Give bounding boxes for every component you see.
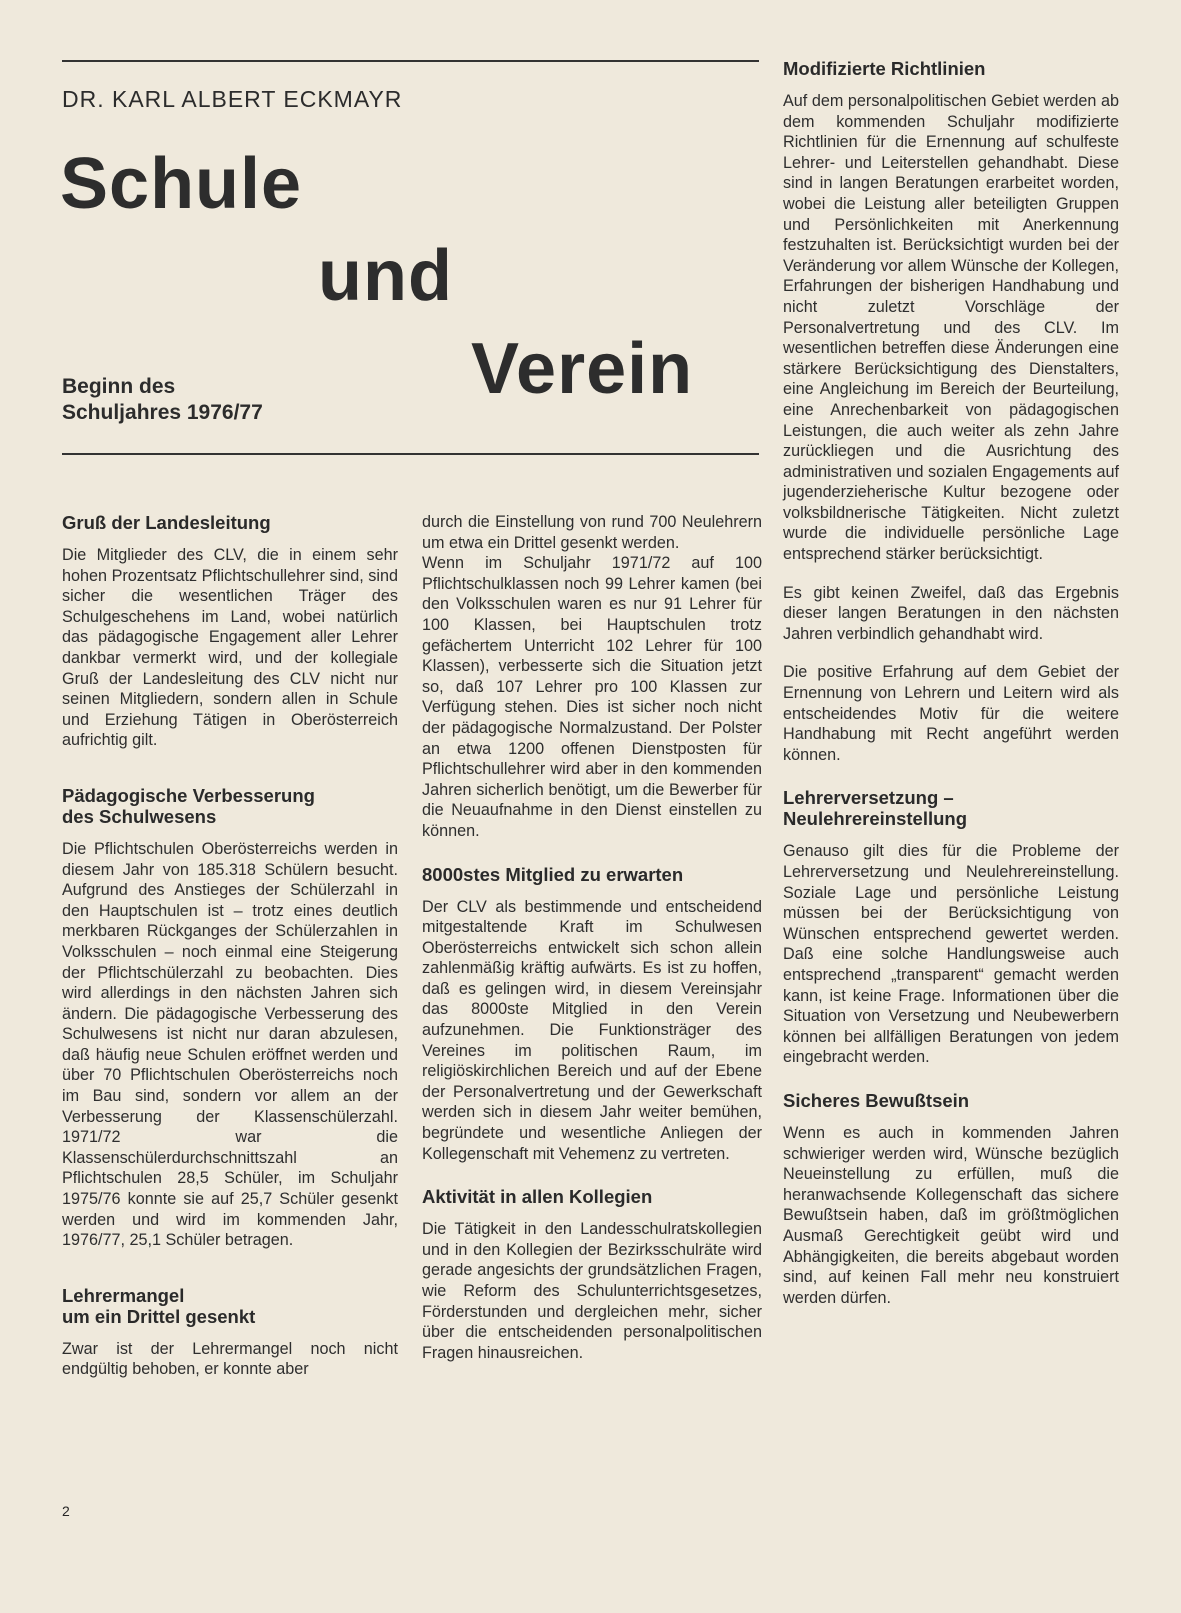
paragraph-lehrermangel-cont: durch die Einstellung von rund 700 Neulehrern um etwa ein Drittel gesenkt werden. — [422, 513, 762, 552]
top-rule — [62, 60, 759, 62]
paragraph-lehrermangel-2: Wenn im Schuljahr 1971/72 auf 100 Pflichtschulklassen noch 99 Lehrer kamen (bei den Volksschulen waren es nur 91 Lehrer für 100 Klassen, bei Hauptschulen trotz gefächertem Unterricht 102 Lehrer für 100 Klassen), verbesserte sich die Situation jetzt so, daß 107 Lehrer pro 100 Klassen zur Verfügung stehen. Dies ist sicher noch nicht der pädagogische Normalzustand. Der Polster an etwa 1200 offenen Dienstposten für Pflichtschullehrer wird aber in den kommenden Jahren sicherlich benötigt, um die Bewerber für die Neuaufnahme in den Dienst einstellen zu können. — [422, 554, 762, 840]
column-2 — [422, 512, 762, 1381]
paragraph-gruss: Die Mitglieder des CLV, die in einem sehr hohen Prozentsatz Pflichtschullehrer sind, sind sicher die wesentlichen Träger des Schulgeschehens im Land, wobei natürlich das pädagogische Engagement aller Lehrer dankbar vermerkt wird, und der kollegiale Gruß der Landesleitung des CLV nicht nur seinen Mitgliedern, sondern allen in Schule und Erziehung Tätigen in Oberösterreich aufrichtig gilt. — [62, 546, 398, 750]
heading-lehrermangel: Lehrermangel um ein Drittel gesenkt — [62, 1284, 256, 1327]
paragraph-8000stes-mitglied: Der CLV als bestimmende und entscheidend mitgestaltende Kraft im Schulwesen Oberösterreichs entwickelt sich schon allein zahlenmäßig kräftig aufwärts. Es ist zu hoffen, daß es gelingen wird, in diesem Vereinsjahr das 8000ste Mitglied in den Verein aufzunehmen. Die Funktionsträger des Vereines im politischen Raum, im religiöskirchlichen Bereich und auf der Ebene der Personalvertretung und der Gewerkschaft werden sich in diesem Jahr weiter bemühen, begründete und wesentliche Anliegen der Kollegenschaft mit Vehemenz zu vertreten. — [422, 897, 762, 1163]
subtitle — [62, 374, 263, 426]
title-word-verein: Verein — [471, 329, 694, 409]
title-word-und: und — [318, 236, 453, 316]
column-3 — [783, 58, 1119, 1326]
heading-gruss: Gruß der Landesleitung — [62, 512, 271, 533]
paragraph-aktivitaet: Die Tätigkeit in den Landesschulratskollegien und in den Kollegien der Bezirksschulräte wird gerade angesichts der grundsätzlichen Fragen, wie Reform des Schulunterrichtsgesetzes, Förderstunden und dergleichen mehr, sicher über die entscheidenden personalpolitischen Fragen hinausreichen. — [422, 1220, 762, 1362]
heading-lehrerversetzung: Lehrerversetzung – Neulehrereinstellung — [783, 787, 968, 830]
subtitle-line-1: Beginn des — [62, 375, 176, 398]
heading-modifizierte-richtlinien: Modifizierte Richtlinien — [783, 58, 986, 79]
page-number: 2 — [62, 1503, 70, 1519]
paragraph-richtlinien-2: Es gibt keinen Zweifel, daß das Ergebnis dieser langen Beratungen in den nächsten Jahren verbindlich gehandhabt wird. — [783, 583, 1119, 643]
subtitle-line-2: Schuljahres 1976/77 — [62, 401, 263, 424]
paragraph-richtlinien-1: Auf dem personalpolitischen Gebiet werden ab dem kommenden Schuljahr modifizierte Richtlinien für die Ernennung auf schulfeste Lehrer- und Leiterstellen gehandhabt. Diese sind in langen Beratungen erarbeitet worden, wobei die Leistung aller beteiligten Gruppen und Persönlichkeiten mit Anerkennung festzuhalten ist. Berücksichtigt wurden bei der Veränderung vor allem Wünsche der Kollegen, Erfahrungen der bisherigen Handhabung und nicht zuletzt Vorschläge der Personalvertretung und des CLV. Im wesentlichen betreffen diese Änderungen eine stärkere Berücksichtigung des Dienstalters, eine Angleichung im Bereich der Beurteilung, eine Anrechenbarkeit von pädagogischen Leistungen, die auch weiter als zehn Jahre zurückliegen und die Ausrichtung des administrativen und sozialen Engagements auf jugenderzieherische Kultur bezogene oder volksbildnerische Tätigkeiten. Nicht zuletzt wurde die individuelle persönliche Lage entsprechend stärker berücksichtigt. — [783, 92, 1119, 564]
heading-paedagogische-verbesserung: Pädagogische Verbesserung des Schulwesens — [62, 784, 315, 827]
title-word-schule: Schule — [60, 144, 303, 224]
heading-aktivitaet: Aktivität in allen Kollegien — [422, 1186, 653, 1208]
column-1 — [62, 512, 398, 1380]
paragraph-paedagogische-verbesserung: Die Pflichtschulen Oberösterreichs werden in diesem Jahr von 185.318 Schülern besucht. Aufgrund des Anstieges der Schülerzahl in den Hauptschulen ist – trotz eines deutlich merkbaren Rückganges der Schülerzahlen in Volksschulen – noch einmal eine Steigerung der Pflichtschülerzahl zu beobachten. Dies wird allerdings in den nächsten Jahren sich ändern. Die pädagogische Verbesserung des Schulwesens ist nicht nur daran abzulesen, daß häufig neue Schulen eröffnet werden und über 70 Pflichtschulen Oberösterreichs noch im Bau sind, sondern vor allem an der Verbesserung der Klassenschülerzahl. 1971/72 war die Klassenschülerdurchschnittszahl an Pflichtschulen 28,5 Schüler, im Schuljahr 1975/76 konnte sie auf 25,7 Schüler gesenkt werden und wird im kommenden Jahr, 1976/77, 25,1 Schüler betragen. — [62, 839, 398, 1250]
header-bottom-rule — [62, 453, 759, 455]
author-name: DR. KARL ALBERT ECKMAYR — [62, 86, 403, 112]
paragraph-sicheres-bewusstsein: Wenn es auch in kommenden Jahren schwieriger werden wird, Wünsche bezüglich Neueinstellung zu erfüllen, muß die heranwachsende Kollegenschaft das sichere Bewußtsein haben, daß im größtmöglichen Ausmaß Gerechtigkeit geübt wird und Abhängigkeiten, die bereits abgebaut worden sind, auf keinen Fall mehr neu konstruiert werden dürfen. — [783, 1123, 1119, 1307]
paragraph-lehrermangel: Zwar ist der Lehrermangel noch nicht endgültig behoben, er konnte aber — [62, 1339, 398, 1379]
paragraph-richtlinien-3: Die positive Erfahrung auf dem Gebiet der Ernennung von Lehrern und Leitern wird als entscheidendes Motiv für die weitere Handhabung mit Recht angeführt werden können. — [783, 663, 1119, 764]
heading-sicheres-bewusstsein: Sicheres Bewußtsein — [783, 1089, 970, 1111]
heading-8000stes-mitglied: 8000stes Mitglied zu erwarten — [422, 863, 684, 885]
paragraph-lehrerversetzung: Genauso gilt dies für die Probleme der Lehrerversetzung und Neulehrereinstellung. Soziale Lage und persönliche Leistung müssen bei der Berücksichtigung von Wünschen entsprechend gewertet werden. Daß eine solche Handlungsweise auch entsprechend „transparent“ gemacht werden kann, ist keine Frage. Informationen über die Situation von Versetzung und Neubewerbern können bei allfälligen Beratungen von jedem eingebracht werden. — [783, 842, 1119, 1067]
